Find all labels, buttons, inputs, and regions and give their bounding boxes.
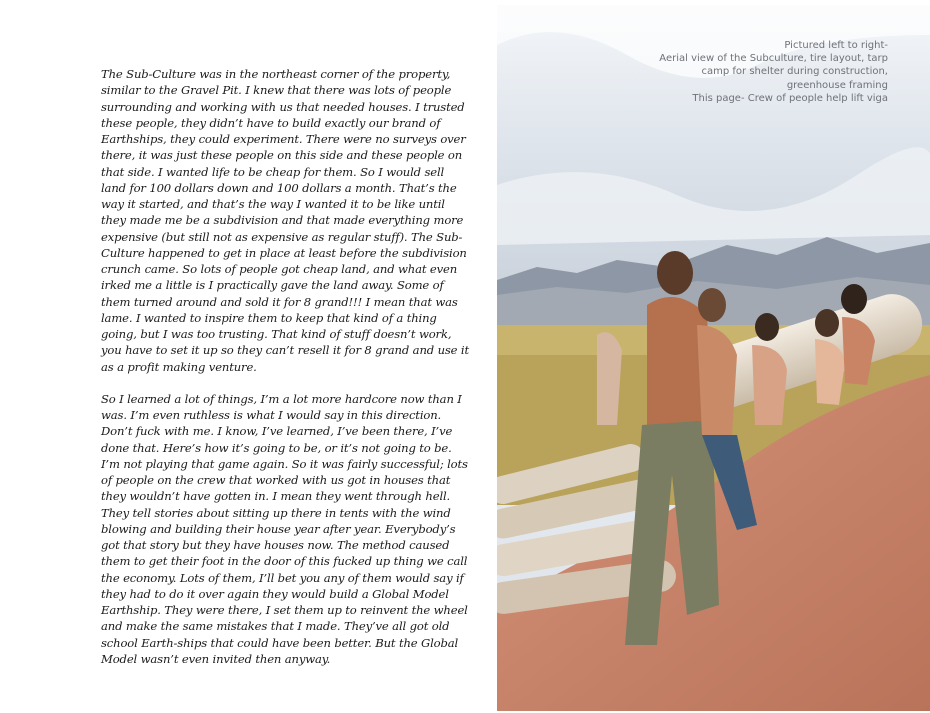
crew-lifting-viga-photo: [497, 5, 930, 711]
body-text: [101, 66, 469, 683]
caption-line: camp for shelter during construction,: [701, 66, 888, 78]
caption-line: This page- Crew of people help lift viga: [692, 92, 888, 104]
caption-line: Pictured left to right-: [784, 40, 888, 51]
photo-caption: [628, 39, 888, 105]
paragraph-1: The Sub-Culture was in the northeast corner of the property, similar to the Gravel Pit. I knew that there was lots of people surrounding and working with us that needed houses. I trusted these people, they didn’t have to build exactly our brand of Earthships, they could experiment. There were no surveys over there, it was just these people on this side and these people on that side. I wanted life to be cheap for them. So I would sell land for 100 dollars down and 100 dollars a month. That’s the way it started, and that’s the way I wanted it to be like until they made me be a subdivision and that made everything more expensive (but still not as expensive as regular stuff). The Sub-Culture happened to get in place at least before the subdivision crunch came. So lots of people got cheap land, and what even irked me a little is I practically gave the land away. Some of them turned around and sold it for 8 grand!!! I mean that was lame. I wanted to inspire them to keep that kind of a thing going, but I was too trusting. That kind of stuff doesn’t work, you have to set it up so they can’t resell it for 8 grand and use it as a profit making venture.: [101, 67, 469, 374]
caption-line: Aerial view of the Subculture, tire layout, tarp: [659, 53, 888, 65]
caption-line: greenhouse framing: [786, 79, 888, 91]
paragraph-2: So I learned a lot of things, I’m a lot more hardcore now than I was. I’m even ruthless is what I would say in this direction. Don’t fuck with me. I know, I’ve learned, I’ve been there, I’ve done that. Here’s how it’s going to be, or it’s not going to be. I’m not playing that game again. So it was fairly successful; lots of people on the crew that worked with us got in houses that they wouldn’t have gotten in. I mean they went through hell. They tell stories about sitting up there in tents with the wind blowing and building their house year after year. Everybody’s got that story but they have houses now. The method caused them to get their foot in the door of this fucked up thing we call the economy. Lots of them, I’ll bet you any of them would say if they had to do it over again they would build a Global Model Earthship. They were there, I set them up to reinvent the wheel and make the same mistakes that I made. They’ve all got old school Earth-ships that could have been better. But the Global Model wasn’t even invited then anyway.: [101, 391, 468, 666]
photo-illustration: [497, 5, 930, 711]
